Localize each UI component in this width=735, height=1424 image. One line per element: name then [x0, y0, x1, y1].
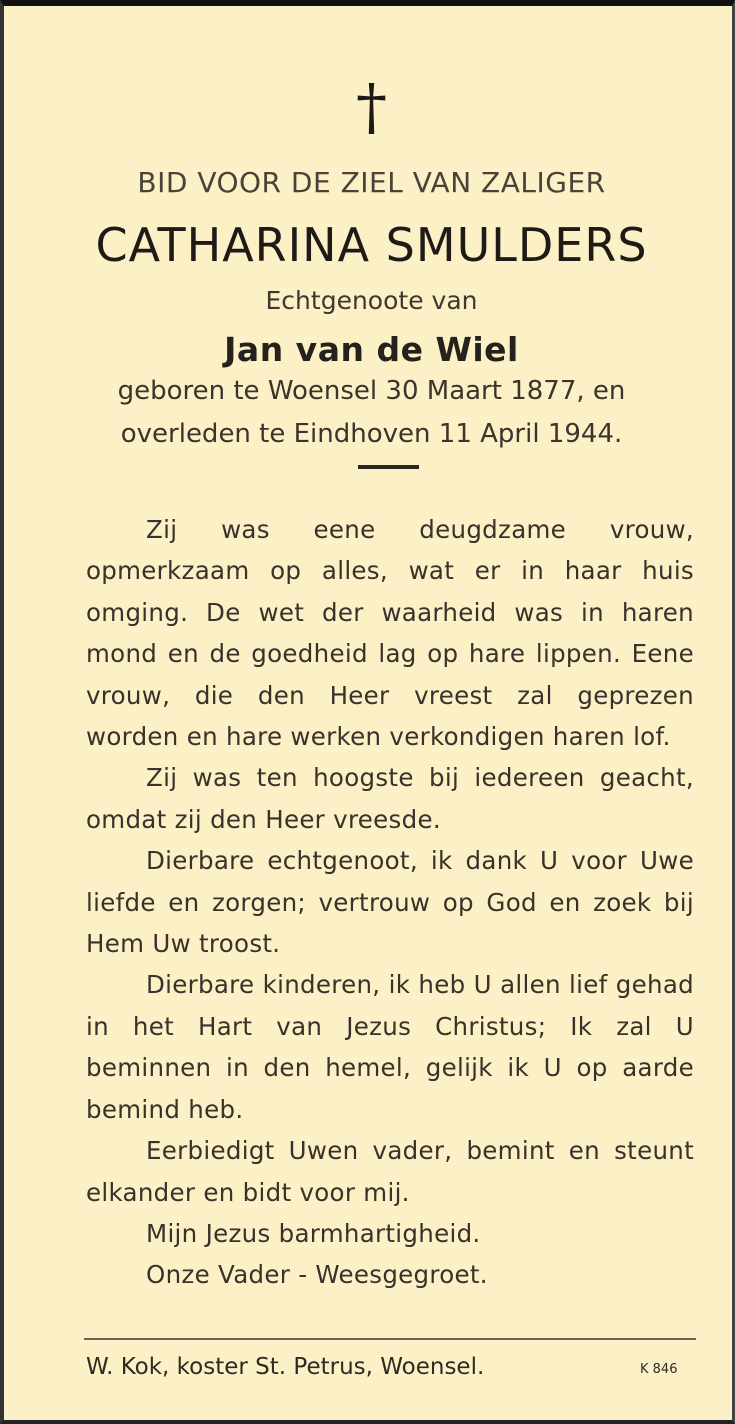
- death-line: overleden te Eindhoven 11 April 1944.: [120, 419, 623, 449]
- spouse-name: Jan van de Wiel: [224, 330, 519, 369]
- paragraph: Dierbare echtgenoot, ik dank U voor Uwe liefde en zorgen; vertrouw op God en zoek bij Hem Uw troost.: [86, 846, 694, 959]
- paragraph: Eerbiedigt Uwen vader, bemint en steunt elkander en bidt voor mij.: [86, 1136, 694, 1207]
- paragraph: Dierbare kinderen, ik heb U allen lief gehad in het Hart van Jezus Christus; Ik zal U beminnen in den hemel, gelijk ik U op aarde bemind heb.: [86, 970, 694, 1124]
- cross-icon: †: [356, 70, 387, 143]
- printer-credit: W. Kok, koster St. Petrus, Woensel.: [86, 1354, 485, 1380]
- paragraph: Zij was eene deugdzame vrouw, opmerkzaam op alles, wat er in haar huis omging. De wet der waarheid was in haren mond en de goedheid lag op hare lippen. Eene vrouw, die den Heer vreest zal geprezen worden en hare werken verkondigen haren lof.: [86, 515, 694, 752]
- paragraph: Onze Vader - Weesgegroet.: [146, 1260, 488, 1290]
- paragraph: Mijn Jezus barmhartigheid.: [146, 1218, 481, 1248]
- paragraph: Zij was ten hoogste bij iedereen geacht, omdat zij den Heer vreesde.: [86, 763, 694, 834]
- prayer-intro: BID VOOR DE ZIEL VAN ZALIGER: [137, 166, 606, 199]
- print-code: K 846: [640, 1362, 678, 1377]
- memorial-text: [86, 509, 694, 1296]
- deceased-name: CATHARINA SMULDERS: [95, 218, 648, 272]
- footer-divider: [84, 1338, 696, 1340]
- spouse-label: Echtgenoote van: [265, 286, 478, 315]
- divider: [358, 465, 419, 469]
- birth-line: geboren te Woensel 30 Maart 1877, en: [117, 376, 626, 406]
